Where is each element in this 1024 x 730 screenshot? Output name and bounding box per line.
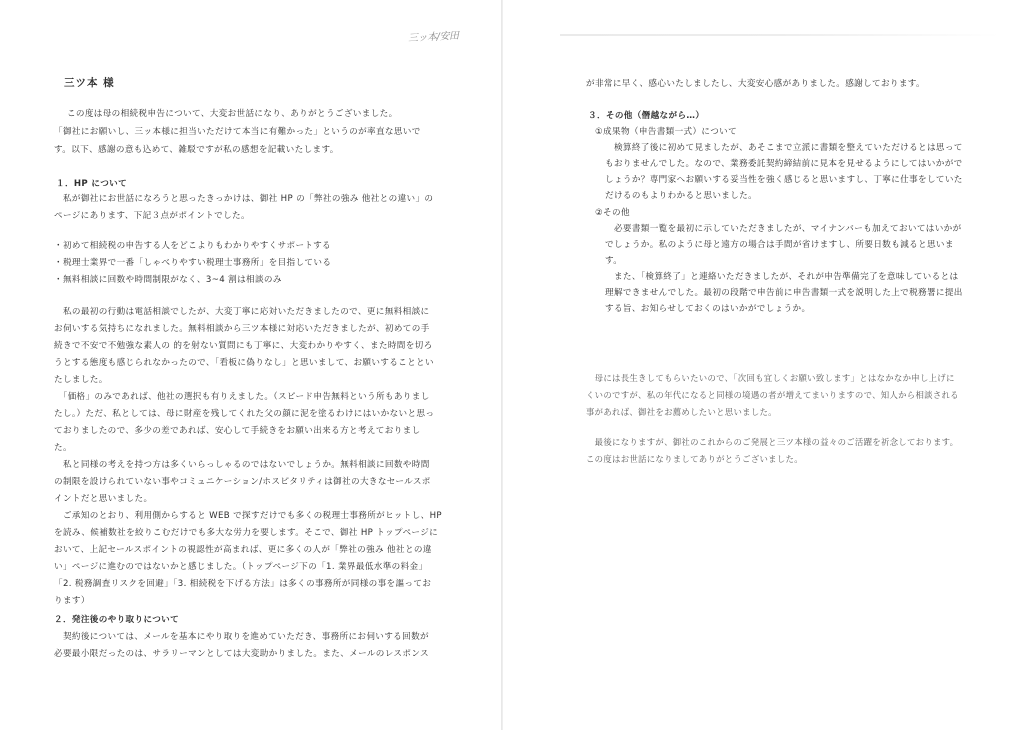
intro-line: す。以下、感謝の意も込めて、雑駁ですが私の感想を記載いたします。 <box>54 145 339 155</box>
paragraph-line: 私の最初の行動は電話相談でしたが、大変丁寧に応対いただきましたので、更に無料相談に <box>54 307 430 317</box>
item1-line: しょうか？専門家へお願いする妥当性を強く感じると思いますし、丁寧に仕事をしていた <box>605 175 963 185</box>
item1-line: もおりませんでした。なので、業務委託契約締結前に見本を見せるようにしてはいかがで <box>605 159 963 169</box>
paragraph-line: 私と同様の考えを持つ方は多くいらっしゃるのではないでしょうか。無料相談に回数や時間 <box>54 460 430 470</box>
salutation: 三ツ本 様 <box>64 77 115 89</box>
section2-line: 必要最小限だったのは、サラリーマンとしては大変助かりました。また、メールのレスポンス <box>54 649 429 659</box>
paragraph-line: 「2. 税務調査リスクを回避」「3. 相続税を下げる方法」は多くの事務所が同様の事を謳ってお <box>54 579 432 589</box>
bullet-item: ・初めて相続税の申告する人をどこよりもわかりやすくサポートする <box>54 241 331 251</box>
closing-line: この度はお世話になりましてありがとうございました。 <box>586 454 803 464</box>
item2-heading: ②その他 <box>595 208 630 218</box>
closing-line: 母には長生きしてもらいたいので、「次回も宜しくお願い致します」とはなかなか申し上げに <box>586 373 955 383</box>
section3-heading: ３．その他（僭越ながら…） <box>588 111 705 121</box>
paragraph-line: を読み、候補数社を絞りこむだけでも多大な労力を要します。そこで、御社 HP トップページに <box>54 528 439 538</box>
paragraph-line: たしました。 <box>54 375 108 385</box>
closing-line: 事があれば、御社をお薦めしたいと思いました。 <box>586 407 777 417</box>
item1-line: だけるのもよりわかると思いました。 <box>605 191 758 201</box>
item2-line: する旨、お知らせしておくのはいかがでしょうか。 <box>605 304 811 314</box>
scan-edge-rule <box>560 34 1000 36</box>
item2-line: でしょうか。私のように母と遠方の場合は手間が省けますし、所要日数も減ると思いま <box>605 240 954 250</box>
section2-heading: ２．発注後のやり取りについて <box>54 615 180 625</box>
paragraph-line: の制限を設けられていない事やコミュニケーション/ホスピタリティは御社の大きなセールスポ <box>54 477 431 487</box>
section1-heading: １．HP について <box>56 179 128 189</box>
item2-line: 必要書類一覧を最初に示していただきましたが、マイナンバーも加えておいてはいかが <box>605 224 962 234</box>
bullet-item: ・無料相談に回数や時間制限がなく、3~4 割は相談のみ <box>54 275 282 285</box>
item2-line: 理解できませんでした。最初の段階で申告前に申告書類一式を説明した上で税務署に提出 <box>605 288 963 298</box>
paragraph-line: 「価格」のみであれば、他社の選択も有りえました。（スピード申告無料という所もありまし <box>54 392 430 402</box>
right-page <box>503 0 1024 730</box>
item1-line: 検算終了後に初めて見ましたが、あそこまで立派に書類を整えていただけるとは思って <box>605 143 963 153</box>
paragraph-line: ります） <box>54 596 90 606</box>
paragraph-line: た。 <box>54 443 72 453</box>
intro-line: 「御社にお願いし、三ッ本様に担当いただけて本当に有難かった」というのが率直な思いで <box>54 127 421 137</box>
paragraph-line: うとする態度も感じられなかったので、「看板に偽りなし」と思いまして、お願いすることとい <box>54 358 434 368</box>
item1-heading: ①成果物（申告書類一式）について <box>595 127 738 137</box>
paragraph-line: い」ページに進むのではないかと感じました。（トップページ下の「1. 業界最低水準の料金」 <box>54 562 428 572</box>
paragraph-line: たし。）ただ、私としては、母に財産を残してくれた父の顔に泥を塗るわけにはいかないと思っ <box>54 409 435 419</box>
item2-line: また、「検算終了」と連絡いただきましたが、それが申告準備完了を意味しているとは <box>605 272 959 282</box>
continuation-line: が非常に早く、感心いたしましたし、大変安心感がありました。感謝しております。 <box>586 79 926 89</box>
intro-line: この度は母の相続税申告について、大変お世話になり、ありがとうございました。 <box>58 109 398 119</box>
item2-line: す。 <box>605 256 623 266</box>
bullet-item: ・税理士業界で一番「しゃべりやすい税理士事務所」を目指している <box>54 258 332 268</box>
section2-line: 契約後については、メールを基本にやり取りを進めていただき、事務所にお伺いする回数が <box>54 632 429 642</box>
section1-line: ページにあります、下記３点がポイントでした。 <box>54 211 250 221</box>
paragraph-line: ご承知のとおり、利用側からすると WEB で探すだけでも多くの税理士事務所がヒットし、HP <box>54 511 442 521</box>
paragraph-line: 続きで不安で不勉強な素人の 的を射ない質問にも丁寧に、大変わかりやすく、また時間を切ろ <box>54 341 433 351</box>
paragraph-line: おいて、上記セールスポイントの視認性が高まれば、更に多くの人が「弊社の強み 他社との違 <box>54 545 432 555</box>
left-page <box>0 0 502 730</box>
closing-line: くいのですが、私の年代になると同様の境遇の者が増えてまいりますので、知人から相談される <box>586 390 959 400</box>
section1-line: 私が御社にお世話になろうと思ったきっかけは、御社 HP の「弊社の強み 他社との違い」の <box>54 194 434 204</box>
paragraph-line: イントだと思いました。 <box>54 494 153 504</box>
paragraph-line: ておりましたので、多少の差であれば、安心して手続きをお願い出来る方と考えておりまし <box>54 426 421 436</box>
paragraph-line: お伺いする気持ちになれました。無料相談から三ツ本様に対応いただきましたが、初めての手 <box>54 324 430 334</box>
handwritten-note: 三ッ本/安田 <box>407 30 459 45</box>
closing-line: 最後になりますが、御社のこれからのご発展と三ツ本様の益々のご活躍を祈念しております。 <box>586 437 959 447</box>
